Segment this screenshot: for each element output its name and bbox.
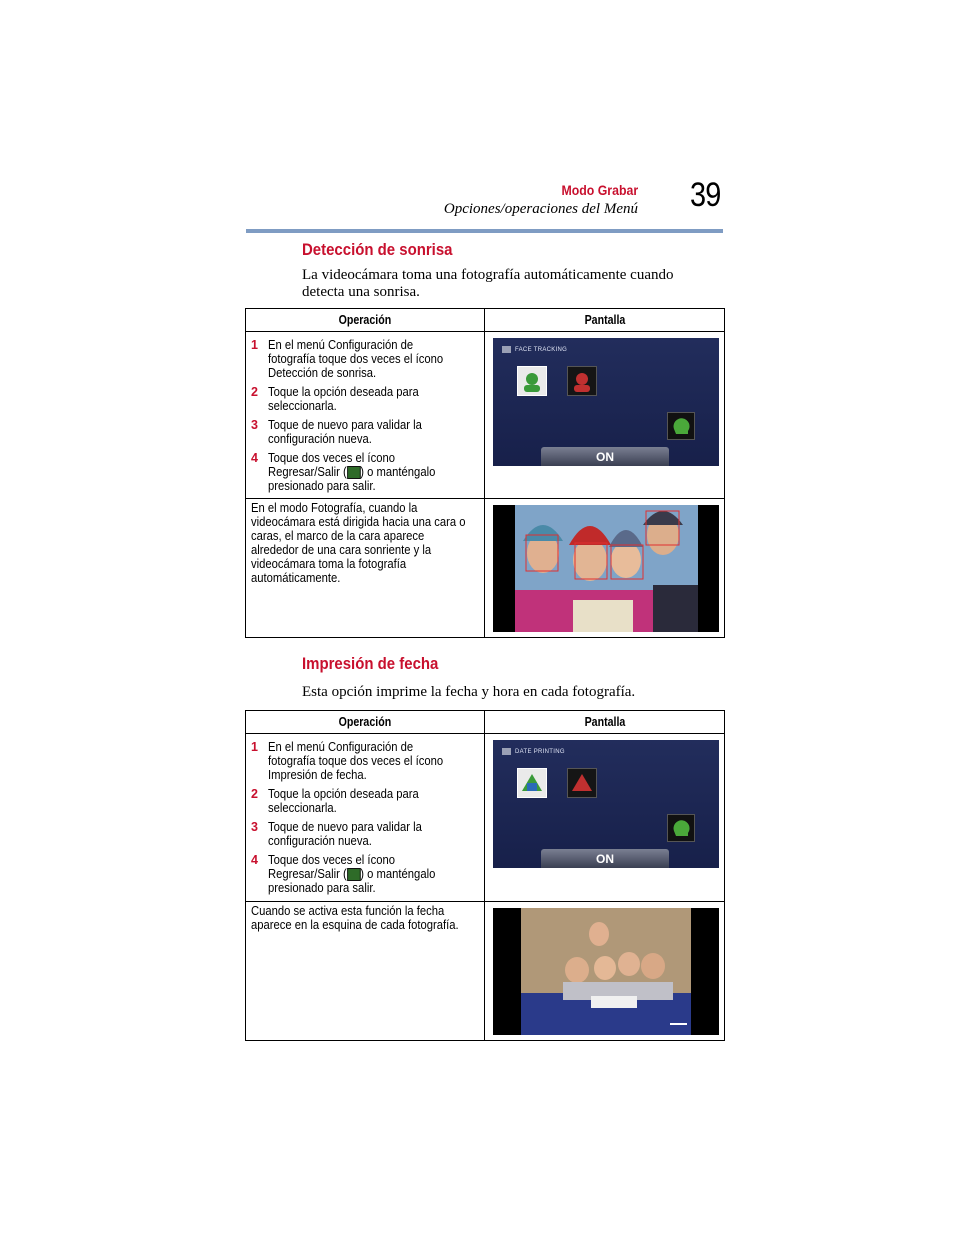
column-header-screen: Pantalla bbox=[485, 309, 725, 332]
screen-label: DATE PRINTING bbox=[515, 749, 565, 755]
menu-tag-icon bbox=[502, 748, 511, 755]
screen-label: FACE TRACKING bbox=[515, 347, 568, 353]
column-header-operation: Operación bbox=[246, 711, 485, 734]
on-button[interactable]: ON bbox=[541, 447, 669, 466]
menu-tag-icon bbox=[502, 346, 511, 353]
step-list bbox=[246, 734, 484, 895]
header-rule bbox=[246, 229, 723, 233]
date-on-icon[interactable] bbox=[517, 768, 547, 798]
smile-detection-photo bbox=[493, 505, 719, 632]
date-printing-photo bbox=[493, 908, 719, 1035]
section-intro-date: Esta opción imprime la fecha y hora en cada fotografía. bbox=[302, 684, 636, 700]
column-header-screen: Pantalla bbox=[485, 711, 725, 734]
date-off-icon[interactable] bbox=[567, 768, 597, 798]
step-item: 1 En el menú Configuración de fotografía toque dos veces el ícono Detección de sonrisa. bbox=[251, 338, 444, 380]
return-exit-icon[interactable] bbox=[667, 814, 695, 842]
on-button[interactable]: ON bbox=[541, 849, 669, 868]
section-intro-smile: La videocámara toma una fotografía automáticamente cuando detecta una sonrisa. bbox=[302, 267, 674, 300]
smile-note: En el modo Fotografía, cuando la videocámara está dirigida hacia una cara o caras, el marco de la cara aparece alrededor de una cara sonriente y la videocámara toma la fotografía automáticamente. bbox=[251, 501, 466, 586]
running-header-section: Modo Grabar bbox=[561, 182, 638, 198]
running-header-subsection: Opciones/operaciones del Menú bbox=[443, 201, 638, 217]
return-exit-icon[interactable] bbox=[667, 412, 695, 440]
face-tracking-screen bbox=[493, 338, 719, 466]
section-title-smile: Detección de sonrisa bbox=[302, 240, 453, 259]
section-title-date: Impresión de fecha bbox=[302, 654, 439, 673]
smile-off-icon[interactable] bbox=[567, 366, 597, 396]
step-item: 1 En el menú Configuración de fotografía toque dos veces el ícono Impresión de fecha. bbox=[251, 740, 444, 782]
return-icon bbox=[347, 466, 361, 479]
smile-table bbox=[245, 308, 725, 638]
page-number: 39 bbox=[690, 176, 721, 214]
date-printing-screen bbox=[493, 740, 719, 868]
step-item: 3 Toque de nuevo para validar la configuración nueva. bbox=[251, 820, 422, 848]
smile-on-icon[interactable] bbox=[517, 366, 547, 396]
step-item: 4 Toque dos veces el ícono Regresar/Salir ( ) o manténgalo presionado para salir. bbox=[251, 853, 436, 896]
step-item: 4 Toque dos veces el ícono Regresar/Salir ( ) o manténgalo presionado para salir. bbox=[251, 451, 436, 494]
date-table bbox=[245, 710, 725, 1041]
column-header-operation: Operación bbox=[246, 309, 485, 332]
step-item: 2 Toque la opción deseada para seleccionarla. bbox=[251, 385, 419, 413]
step-item: 2 Toque la opción deseada para seleccionarla. bbox=[251, 787, 419, 815]
step-list bbox=[246, 332, 484, 493]
step-item: 3 Toque de nuevo para validar la configuración nueva. bbox=[251, 418, 422, 446]
date-note: Cuando se activa esta función la fecha aparece en la esquina de cada fotografía. bbox=[251, 904, 459, 932]
return-icon bbox=[347, 868, 361, 881]
